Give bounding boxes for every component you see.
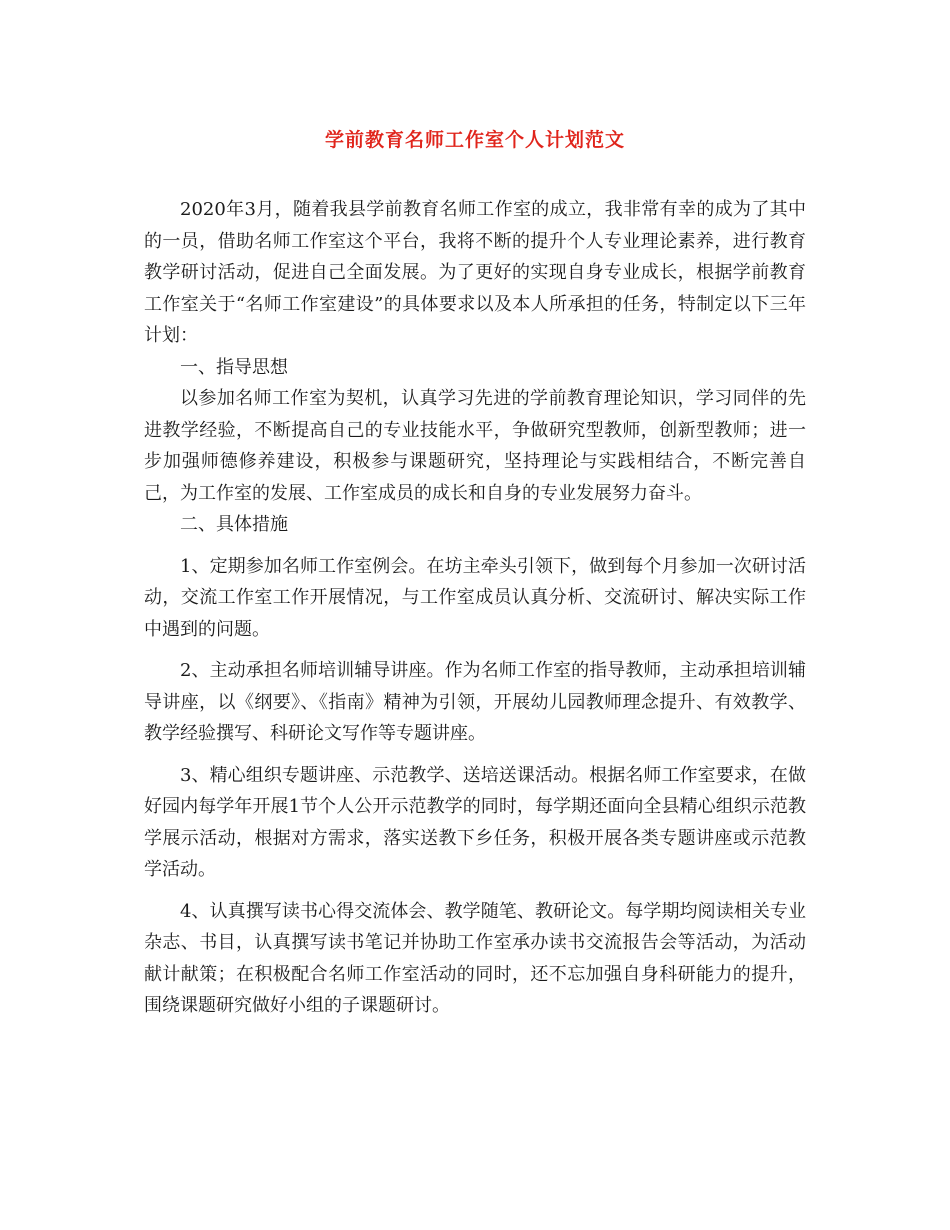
document-body <box>144 194 806 1022</box>
paragraph-intro: 2020年3月，随着我县学前教育名师工作室的成立，我非常有幸的成为了其中的一员，借助名师工作室这个平台，我将不断的提升个人专业理论素养，进行教育教学研讨活动，促进自己全面发展。为了更好的实现自身专业成长，根据学前教育工作室关于“名师工作室建设”的具体要求以及本人所承担的任务，特制定以下三年计划： <box>144 199 806 346</box>
paragraph-measure-4: 4、认真撰写读书心得交流体会、教学随笔、教研论文。每学期均阅读相关专业杂志、书目，认真撰写读书笔记并协助工作室承办读书交流报告会等活动，为活动献计献策；在积极配合名师工作室活动的同时，还不忘加强自身科研能力的提升，围绕课题研究做好小组的子课题研讨。 <box>144 900 806 1016</box>
section-heading-guiding-thought: 一、指导思想 <box>180 356 288 378</box>
paragraph-guiding-thought: 以参加名师工作室为契机，认真学习先进的学前教育理论知识，学习同伴的先进教学经验，不断提高自己的专业技能水平，争做研究型教师，创新型教师；进一步加强师德修养建设，积极参与课题研究，坚持理论与实践相结合，不断完善自己，为工作室的发展、工作室成员的成长和自身的专业发展努力奋斗。 <box>144 388 806 504</box>
paragraph-measure-1: 1、定期参加名师工作室例会。在坊主牵头引领下，做到每个月参加一次研讨活动，交流工作室工作开展情况，与工作室成员认真分析、交流研讨、解决实际工作中遇到的问题。 <box>144 555 806 640</box>
paragraph-measure-2: 2、主动承担名师培训辅导讲座。作为名师工作室的指导教师，主动承担培训辅导讲座，以《纲要》、《指南》精神为引领，开展幼儿园教师理念提升、有效教学、教学经验撰写、科研论文写作等专题讲座。 <box>144 660 806 744</box>
section-heading-measures: 二、具体措施 <box>180 514 288 535</box>
paragraph-measure-3: 3、精心组织专题讲座、示范教学、送培送课活动。根据名师工作室要求，在做好园内每学年开展1节个人公开示范教学的同时，每学期还面向全县精心组织示范教学展示活动，根据对方需求，落实送教下乡任务，积极开展各类专题讲座或示范教学活动。 <box>144 764 806 880</box>
document-title: 学前教育名师工作室个人计划范文 <box>324 129 625 151</box>
